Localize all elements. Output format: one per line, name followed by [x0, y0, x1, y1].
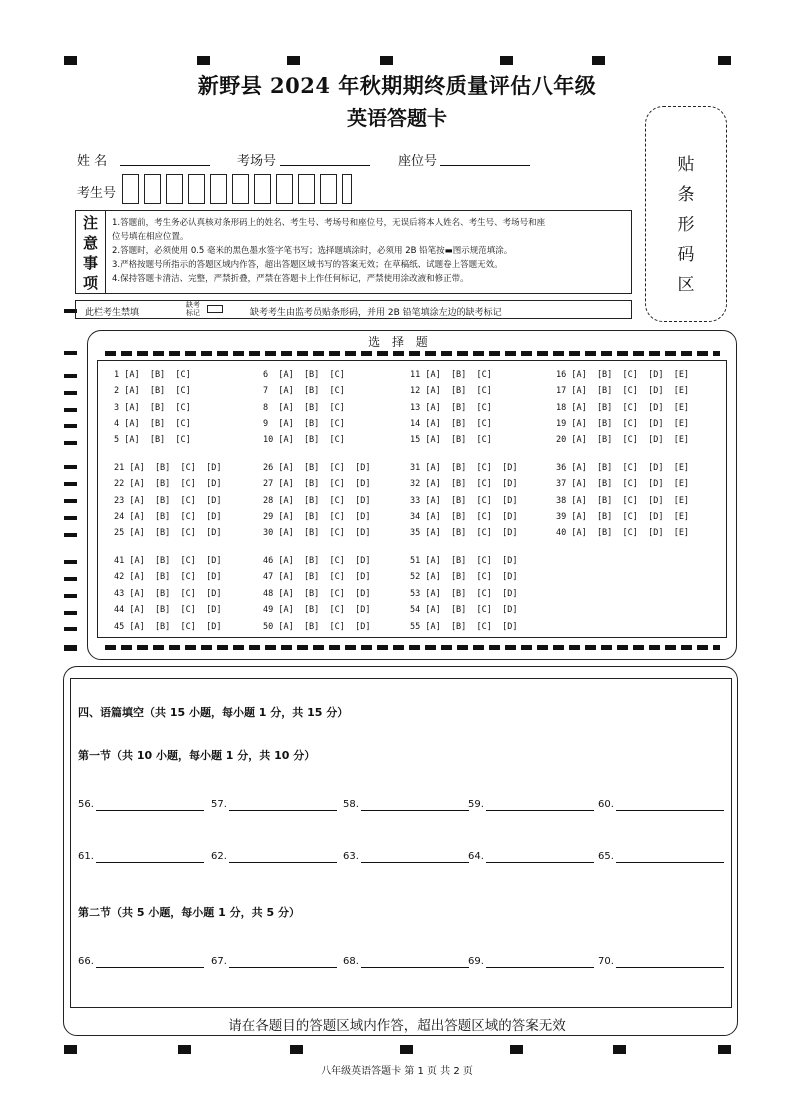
registration-mark [64, 533, 77, 537]
answer-item[interactable]: 45 [A] [B] [C] [D] [114, 622, 222, 632]
name-field[interactable] [120, 165, 210, 166]
blank-number: 65. [598, 851, 614, 862]
seat-label: 座位号 [398, 154, 438, 169]
registration-mark [64, 424, 77, 428]
id-label: 考生号 [77, 186, 117, 201]
answer-blank[interactable] [616, 810, 724, 811]
registration-mark [64, 374, 77, 378]
registration-mark [592, 56, 605, 65]
registration-mark [64, 56, 77, 65]
answer-item[interactable]: 19 [A] [B] [C] [D] [E] [556, 419, 690, 429]
seat-field[interactable] [440, 165, 530, 166]
id-digit-box[interactable] [166, 174, 183, 204]
id-digit-box[interactable] [254, 174, 271, 204]
answer-blank[interactable] [486, 810, 594, 811]
answer-item[interactable]: 15 [A] [B] [C] [410, 435, 492, 445]
id-digit-box[interactable] [188, 174, 205, 204]
answer-blank[interactable] [361, 862, 469, 863]
answer-item[interactable]: 54 [A] [B] [C] [D] [410, 605, 518, 615]
page-title: 新野县 2024 年秋期期终质量评估八年级 [197, 73, 597, 98]
registration-mark [64, 441, 77, 445]
note-item: 1.答题前，考生务必认真核对条形码上的姓名、考生号、考场号和座位号，无误后将本人姓名、考生号、考场号和座 [112, 218, 546, 228]
barcode-area-label [645, 150, 727, 300]
answer-item[interactable]: 50 [A] [B] [C] [D] [263, 622, 371, 632]
note-item: 4.保持答题卡清洁、完整，严禁折叠，严禁在答题卡上作任何标记，严禁使用涂改液和修正带。 [112, 274, 469, 284]
registration-mark [64, 391, 77, 395]
notes-label [76, 211, 106, 293]
answer-item[interactable]: 2 [A] [B] [C] [114, 386, 191, 396]
answer-item[interactable]: 52 [A] [B] [C] [D] [410, 572, 518, 582]
registration-mark [500, 56, 513, 65]
answer-item[interactable]: 11 [A] [B] [C] [410, 370, 492, 380]
answer-item[interactable]: 29 [A] [B] [C] [D] [263, 512, 371, 522]
answer-item[interactable]: 4 [A] [B] [C] [114, 419, 191, 429]
id-digit-box[interactable] [298, 174, 315, 204]
answer-item[interactable]: 32 [A] [B] [C] [D] [410, 479, 518, 489]
answer-blank[interactable] [616, 862, 724, 863]
blank-number: 60. [598, 799, 614, 810]
registration-mark [197, 56, 210, 65]
registration-mark [64, 594, 77, 598]
cloze-section-title: 四、语篇填空（共 15 小题，每小题 1 分，共 15 分） [78, 706, 349, 719]
answer-blank[interactable] [96, 967, 204, 968]
answer-item[interactable]: 33 [A] [B] [C] [D] [410, 496, 518, 506]
answer-item[interactable]: 43 [A] [B] [C] [D] [114, 589, 222, 599]
answer-item[interactable]: 42 [A] [B] [C] [D] [114, 572, 222, 582]
answer-item[interactable]: 5 [A] [B] [C] [114, 435, 191, 445]
registration-mark [64, 351, 77, 355]
answer-item[interactable]: 34 [A] [B] [C] [D] [410, 512, 518, 522]
blank-number: 59. [468, 799, 484, 810]
answer-item[interactable]: 24 [A] [B] [C] [D] [114, 512, 222, 522]
answer-item[interactable]: 55 [A] [B] [C] [D] [410, 622, 518, 632]
id-digit-box[interactable] [122, 174, 139, 204]
page-subtitle: 英语答题卡 [347, 106, 447, 130]
answer-blank[interactable] [229, 810, 337, 811]
answer-item[interactable]: 18 [A] [B] [C] [D] [E] [556, 403, 690, 413]
answer-item[interactable]: 40 [A] [B] [C] [D] [E] [556, 528, 690, 538]
note-item: 2.答题时，必须使用 0.5 毫米的黑色墨水签字笔书写；选择题填涂时，必须用 2B 铅笔按▬图示规范填涂。 [112, 246, 513, 256]
registration-mark [64, 465, 77, 469]
answer-blank[interactable] [229, 862, 337, 863]
notes-label-char: 事 [82, 254, 98, 272]
absent-instruction: 缺考考生由监考员贴条形码，并用 2B 铅笔填涂左边的缺考标记 [250, 308, 502, 318]
blank-number: 64. [468, 851, 484, 862]
notes-label-char: 注 [82, 214, 98, 232]
registration-mark [64, 482, 77, 486]
id-digit-box[interactable] [320, 174, 337, 204]
answer-item[interactable]: 53 [A] [B] [C] [D] [410, 589, 518, 599]
answer-item[interactable]: 36 [A] [B] [C] [D] [E] [556, 463, 690, 473]
blank-number: 58. [343, 799, 359, 810]
answer-blank[interactable] [486, 967, 594, 968]
answer-item[interactable]: 17 [A] [B] [C] [D] [E] [556, 386, 690, 396]
answer-item[interactable]: 25 [A] [B] [C] [D] [114, 528, 222, 538]
blank-number: 62. [211, 851, 227, 862]
answer-item[interactable]: 14 [A] [B] [C] [410, 419, 492, 429]
answer-item[interactable]: 28 [A] [B] [C] [D] [263, 496, 371, 506]
cloze-answer-area [70, 678, 732, 1008]
cloze-part1-title: 第一节（共 10 小题，每小题 1 分，共 10 分） [78, 749, 316, 762]
absent-mark-label-line: 标记 [186, 309, 200, 317]
answer-item[interactable]: 8 [A] [B] [C] [263, 403, 345, 413]
answer-item[interactable]: 48 [A] [B] [C] [D] [263, 589, 371, 599]
answer-blank[interactable] [616, 967, 724, 968]
answer-blank[interactable] [361, 967, 469, 968]
registration-mark [64, 560, 77, 564]
registration-mark [64, 577, 77, 581]
registration-mark [64, 1045, 77, 1054]
answer-item[interactable]: 12 [A] [B] [C] [410, 386, 492, 396]
barcode-label-char: 贴 [677, 155, 695, 175]
registration-mark [290, 1045, 303, 1054]
answer-item[interactable]: 39 [A] [B] [C] [D] [E] [556, 512, 690, 522]
answer-item[interactable]: 1 [A] [B] [C] [114, 370, 191, 380]
answer-item[interactable]: 23 [A] [B] [C] [D] [114, 496, 222, 506]
registration-mark [64, 645, 77, 651]
answer-item[interactable]: 26 [A] [B] [C] [D] [263, 463, 371, 473]
registration-mark [380, 56, 393, 65]
answer-item[interactable]: 21 [A] [B] [C] [D] [114, 463, 222, 473]
note-item: 位号填在相应位置。 [112, 232, 189, 242]
answer-item[interactable]: 35 [A] [B] [C] [D] [410, 528, 518, 538]
blank-number: 66. [78, 956, 94, 967]
barcode-label-char: 码 [677, 245, 695, 265]
notes-label-char: 意 [82, 234, 98, 252]
absent-restricted-label: 此栏考生禁填 [85, 308, 140, 318]
cloze-part2-title: 第二节（共 5 小题，每小题 1 分，共 5 分） [78, 906, 300, 919]
answer-item[interactable]: 9 [A] [B] [C] [263, 419, 345, 429]
barcode-label-char: 条 [677, 185, 695, 205]
answer-item[interactable]: 13 [A] [B] [C] [410, 403, 492, 413]
id-digit-box[interactable] [232, 174, 249, 204]
notes-list [112, 216, 628, 286]
answer-item[interactable]: 41 [A] [B] [C] [D] [114, 556, 222, 566]
answer-blank[interactable] [486, 862, 594, 863]
notes-label-char: 项 [82, 274, 98, 292]
barcode-label-char: 区 [677, 275, 695, 295]
blank-number: 63. [343, 851, 359, 862]
answer-item[interactable]: 49 [A] [B] [C] [D] [263, 605, 371, 615]
blank-number: 68. [343, 956, 359, 967]
answer-item[interactable]: 3 [A] [B] [C] [114, 403, 191, 413]
answer-item[interactable]: 46 [A] [B] [C] [D] [263, 556, 371, 566]
registration-mark [64, 408, 77, 412]
registration-mark [64, 627, 77, 631]
timing-track-bottom [105, 645, 720, 650]
answer-item[interactable]: 44 [A] [B] [C] [D] [114, 605, 222, 615]
blank-number: 69. [468, 956, 484, 967]
timing-track-top [105, 351, 720, 356]
registration-mark [400, 1045, 413, 1054]
answer-blank[interactable] [229, 967, 337, 968]
name-label: 姓 名 [77, 154, 108, 169]
answer-item[interactable]: 20 [A] [B] [C] [D] [E] [556, 435, 690, 445]
note-item: 3.严格按题号所指示的答题区域内作答，超出答题区域书写的答案无效；在草稿纸、试题卷上答题无效。 [112, 260, 503, 270]
blank-number: 56. [78, 799, 94, 810]
answer-item[interactable]: 51 [A] [B] [C] [D] [410, 556, 518, 566]
registration-mark [64, 611, 77, 615]
blank-number: 70. [598, 956, 614, 967]
registration-mark [178, 1045, 191, 1054]
registration-mark [718, 1045, 731, 1054]
answer-item[interactable]: 38 [A] [B] [C] [D] [E] [556, 496, 690, 506]
answer-item[interactable]: 6 [A] [B] [C] [263, 370, 345, 380]
registration-mark [64, 516, 77, 520]
blank-number: 61. [78, 851, 94, 862]
id-digit-box[interactable] [144, 174, 161, 204]
answer-item[interactable]: 47 [A] [B] [C] [D] [263, 572, 371, 582]
barcode-label-char: 形 [677, 215, 695, 235]
multiple-choice-title: 选 择 题 [368, 335, 432, 349]
absent-mark-checkbox[interactable] [207, 305, 223, 313]
registration-mark [613, 1045, 626, 1054]
answer-item[interactable]: 37 [A] [B] [C] [D] [E] [556, 479, 690, 489]
answer-item[interactable]: 22 [A] [B] [C] [D] [114, 479, 222, 489]
id-digit-box[interactable] [342, 174, 352, 204]
answer-blank[interactable] [96, 862, 204, 863]
blank-number: 57. [211, 799, 227, 810]
answer-blank[interactable] [361, 810, 469, 811]
registration-mark [287, 56, 300, 65]
registration-mark [510, 1045, 523, 1054]
registration-mark [718, 56, 731, 65]
id-digit-box[interactable] [276, 174, 293, 204]
answer-item[interactable]: 16 [A] [B] [C] [D] [E] [556, 370, 690, 380]
absent-mark-label [186, 301, 200, 317]
answer-area-warning: 请在各题目的答题区域内作答，超出答题区域的答案无效 [228, 1018, 566, 1034]
answer-item[interactable]: 10 [A] [B] [C] [263, 435, 345, 445]
answer-item[interactable]: 30 [A] [B] [C] [D] [263, 528, 371, 538]
page-footer: 八年级英语答题卡 第 1 页 共 2 页 [321, 1066, 473, 1077]
answer-blank[interactable] [96, 810, 204, 811]
blank-number: 67. [211, 956, 227, 967]
room-label: 考场号 [237, 154, 277, 169]
id-digit-box[interactable] [210, 174, 227, 204]
answer-item[interactable]: 27 [A] [B] [C] [D] [263, 479, 371, 489]
absent-mark-label-line: 缺考 [186, 301, 200, 309]
answer-item[interactable]: 31 [A] [B] [C] [D] [410, 463, 518, 473]
room-field[interactable] [280, 165, 370, 166]
answer-item[interactable]: 7 [A] [B] [C] [263, 386, 345, 396]
registration-mark [64, 499, 77, 503]
